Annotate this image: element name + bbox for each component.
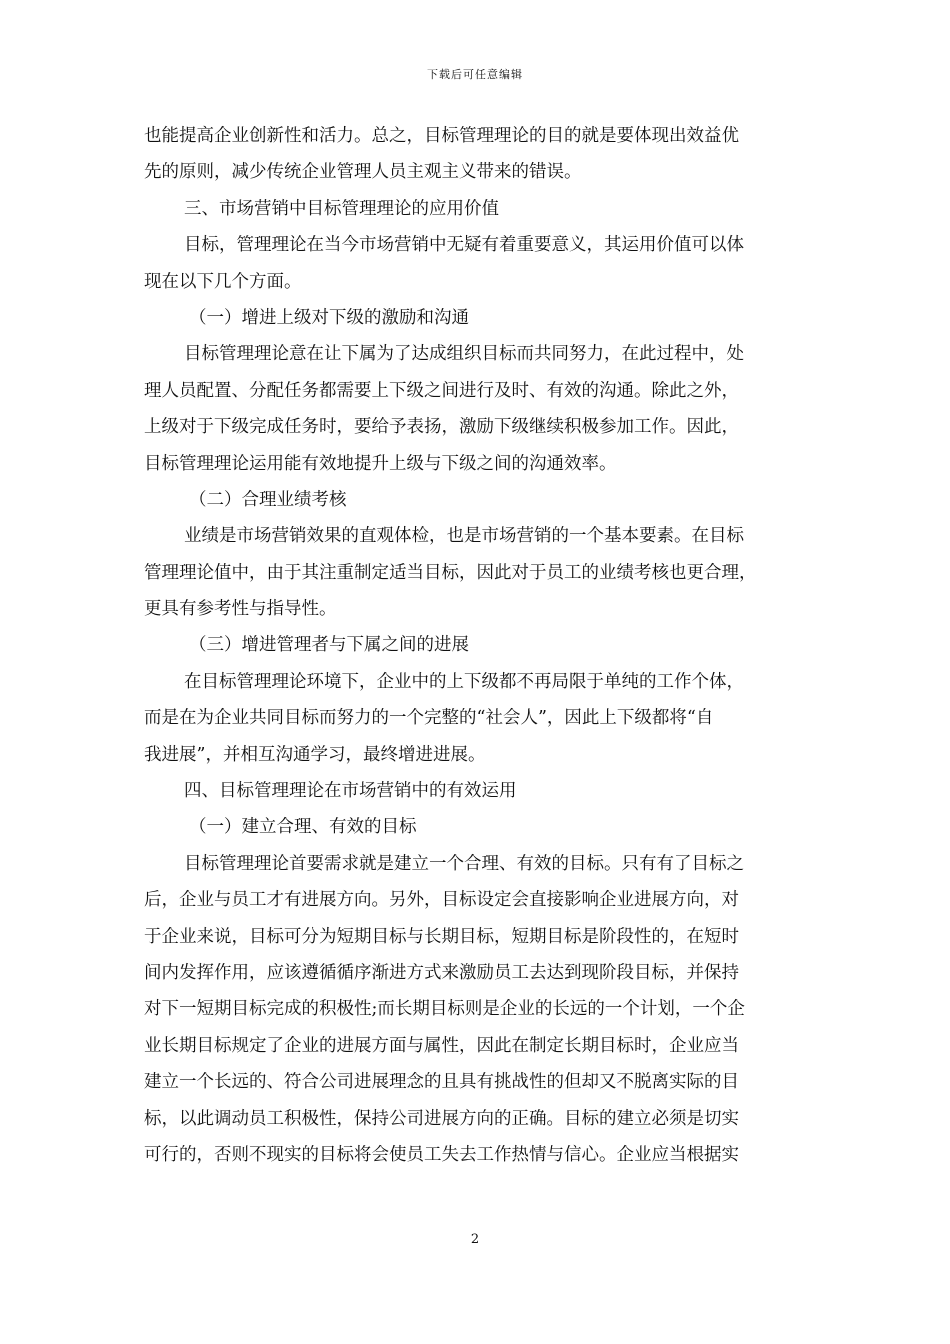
page-header: 下载后可任意编辑 [427, 68, 523, 81]
text-line: 我进展”，并相互沟通学习，最终增进进展。 [144, 744, 486, 765]
text-line: 在目标管理理论环境下，企业中的上下级都不再局限于单纯的工作个体， [184, 671, 744, 692]
text-line: 而是在为企业共同目标而努力的一个完整的“社会人”，因此上下级都将“自 [144, 708, 714, 729]
document-body [144, 118, 814, 1173]
text-line: 现在以下几个方面。 [144, 271, 302, 292]
text-line: 业绩是市场营销效果的直观体检，也是市场营销的一个基本要素。在目标 [184, 526, 744, 547]
text-line: 四、目标管理理论在市场营销中的有效运用 [184, 781, 517, 802]
text-line: 目标，管理理论在当今市场营销中无疑有着重要意义，其运用价值可以体 [184, 235, 744, 256]
text-line: 也能提高企业创新性和活力。总之，目标管理理论的目的就是要体现出效益优 [144, 126, 739, 146]
text-line: 可行的，否则不现实的目标将会使员工失去工作热情与信心。企业应当根据实 [144, 1144, 739, 1165]
text-line: 建立一个长远的、符合公司进展理念的且具有挑战性的但却又不脱离实际的目 [144, 1072, 739, 1093]
text-line: （三）增进管理者与下属之间的进展 [189, 635, 469, 656]
text-line: 对下一短期目标完成的积极性;而长期目标则是企业的长远的一个计划，一个企 [144, 999, 745, 1020]
text-line: 理人员配置、分配任务都需要上下级之间进行及时、有效的沟通。除此之外， [144, 380, 739, 401]
text-line: 于企业来说，目标可分为短期目标与长期目标，短期目标是阶段性的，在短时 [144, 926, 739, 947]
text-line: 先的原则，减少传统企业管理人员主观主义带来的错误。 [144, 162, 582, 183]
text-line: （一）增进上级对下级的激励和沟通 [189, 307, 469, 328]
text-line: 上级对于下级完成任务时，要给予表扬，激励下级继续积极参加工作。因此， [144, 417, 739, 438]
page-number: 2 [470, 1232, 480, 1247]
text-line: 目标管理理论意在让下属为了达成组织目标而共同努力，在此过程中，处 [184, 344, 744, 365]
text-line: 后，企业与员工才有进展方向。另外，目标设定会直接影响企业进展方向，对 [144, 890, 739, 911]
text-line: 目标管理理论运用能有效地提升上级与下级之间的沟通效率。 [144, 453, 617, 474]
text-line: （二）合理业绩考核 [189, 489, 347, 510]
text-line: 间内发挥作用，应该遵循循序渐进方式来激励员工去达到现阶段目标，并保持 [144, 962, 739, 983]
text-line: 更具有参考性与指导性。 [144, 599, 337, 620]
text-line: （一）建立合理、有效的目标 [189, 817, 417, 838]
text-line: 目标管理理论首要需求就是建立一个合理、有效的目标。只有有了目标之 [184, 853, 744, 874]
text-line: 标，以此调动员工积极性，保持公司进展方向的正确。目标的建立必须是切实 [144, 1108, 739, 1129]
text-line: 业长期目标规定了企业的进展方面与属性，因此在制定长期目标时，企业应当 [144, 1035, 739, 1056]
text-line: 三、市场营销中目标管理理论的应用价值 [184, 198, 499, 219]
text-line: 管理理论值中，由于其注重制定适当目标，因此对于员工的业绩考核也更合理， [144, 562, 757, 583]
